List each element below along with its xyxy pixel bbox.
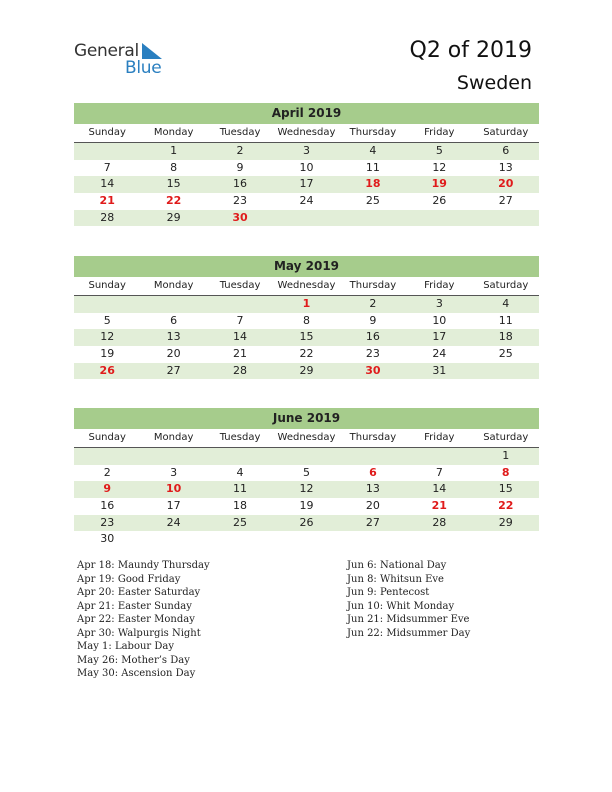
holiday-note: Jun 8: Whitsun Eve: [347, 573, 444, 585]
day-cell: [273, 448, 339, 465]
holiday-day-cell: 30: [365, 363, 381, 377]
day-cell: 28: [100, 210, 115, 224]
day-cell: 14: [100, 177, 115, 191]
weekday-label: Wednesday: [277, 127, 336, 138]
weekday-label: Monday: [153, 432, 194, 443]
day-cell: 27: [365, 515, 380, 529]
holiday-note: Apr 20: Easter Saturday: [77, 587, 201, 598]
day-cell: 17: [432, 330, 447, 344]
month-header: May 2019: [74, 256, 539, 277]
day-cell: 23: [100, 515, 115, 529]
day-cell: [406, 531, 472, 548]
holiday-note: Jun 22: Midsummer Day: [347, 627, 471, 639]
holiday-day-cell: 8: [501, 465, 510, 479]
weekday-label: Monday: [153, 280, 194, 291]
day-cell: 27: [498, 194, 513, 208]
day-cell: [273, 531, 339, 548]
weekday-label: Friday: [424, 127, 455, 138]
holiday-day-cell: 21: [431, 499, 447, 513]
day-cell: 28: [432, 515, 447, 529]
week-rows: [74, 143, 539, 226]
day-cell: 7: [435, 465, 443, 479]
weekday-header-row: [74, 124, 539, 143]
day-cell: [340, 448, 406, 465]
day-cell: 2: [236, 144, 244, 157]
day-cell: [406, 210, 472, 227]
day-cell: 17: [299, 177, 314, 191]
holiday-day-cell: 19: [431, 177, 447, 191]
day-cell: 29: [299, 363, 314, 377]
day-cell: [140, 296, 206, 313]
day-cell: 7: [103, 160, 111, 174]
day-cell: 21: [233, 347, 248, 361]
day-cell: [273, 210, 339, 227]
week-row: [74, 465, 539, 482]
holiday-note: Jun 21: Midsummer Eve: [347, 614, 470, 625]
month-april: [74, 103, 539, 226]
weekday-label: Friday: [424, 280, 455, 291]
week-row: [74, 143, 539, 160]
day-cell: [406, 448, 472, 465]
day-cell: [473, 363, 539, 380]
holiday-note: Apr 19: Good Friday: [77, 573, 181, 585]
holiday-note: Jun 9: Pentecost: [347, 587, 430, 598]
day-cell: 3: [170, 465, 178, 479]
weekday-label: Friday: [424, 432, 455, 443]
day-cell: 10: [432, 313, 447, 327]
day-cell: 20: [365, 499, 380, 513]
week-row: [74, 329, 539, 346]
day-cell: 15: [498, 482, 513, 496]
holiday-note: May 1: Labour Day: [77, 641, 174, 652]
day-cell: [207, 296, 273, 313]
flag-triangle-icon: [142, 43, 162, 59]
week-row: [74, 210, 539, 227]
day-cell: 26: [299, 515, 314, 529]
day-cell: [207, 448, 273, 465]
holiday-note: Apr 22: Easter Monday: [77, 614, 195, 625]
day-cell: 11: [365, 160, 380, 174]
day-cell: 31: [432, 363, 447, 377]
week-row: [74, 193, 539, 210]
weekday-label: Sunday: [88, 280, 126, 291]
day-cell: 20: [166, 347, 181, 361]
day-cell: 13: [498, 160, 513, 174]
day-cell: 28: [233, 363, 248, 377]
day-cell: 25: [498, 347, 513, 361]
day-cell: 2: [369, 297, 377, 310]
day-cell: 1: [170, 144, 178, 157]
day-cell: 16: [365, 330, 380, 344]
day-cell: 12: [100, 330, 115, 344]
day-cell: 18: [233, 499, 248, 513]
day-cell: 29: [166, 210, 181, 224]
day-cell: 24: [299, 194, 314, 208]
day-cell: 1: [502, 449, 510, 462]
day-cell: 17: [166, 499, 181, 513]
day-cell: 5: [103, 313, 111, 327]
holiday-day-cell: 21: [99, 194, 115, 208]
day-cell: 27: [166, 363, 181, 377]
week-rows: [74, 448, 539, 548]
day-cell: 24: [166, 515, 181, 529]
weekday-label: Tuesday: [219, 280, 261, 291]
day-cell: [140, 448, 206, 465]
holiday-day-cell: 18: [365, 177, 381, 191]
day-cell: 9: [369, 313, 377, 327]
day-cell: 5: [435, 144, 443, 157]
day-cell: 4: [502, 297, 510, 310]
holiday-day-cell: 10: [165, 482, 182, 496]
day-cell: 13: [166, 330, 181, 344]
day-cell: 12: [299, 482, 314, 496]
day-cell: 11: [498, 313, 513, 327]
day-cell: 4: [236, 465, 244, 479]
week-row: [74, 176, 539, 193]
day-cell: 4: [369, 144, 377, 157]
day-cell: 16: [100, 499, 115, 513]
weekday-label: Thursday: [349, 432, 397, 443]
day-cell: 14: [432, 482, 447, 496]
day-cell: 12: [432, 160, 447, 174]
day-cell: 18: [498, 330, 513, 344]
holiday-day-cell: 20: [498, 177, 514, 191]
day-cell: 15: [299, 330, 314, 344]
holiday-note: Apr 21: Easter Sunday: [77, 600, 192, 612]
holiday-day-cell: 22: [165, 194, 182, 208]
day-cell: 14: [233, 330, 248, 344]
holiday-note: Jun 6: National Day: [347, 560, 447, 571]
weekday-label: Wednesday: [277, 432, 336, 443]
day-cell: 15: [166, 177, 181, 191]
holiday-note: Jun 10: Whit Monday: [347, 600, 455, 612]
week-row: [74, 498, 539, 515]
day-cell: [140, 531, 206, 548]
month-header: June 2019: [74, 408, 539, 429]
month-june: [74, 408, 539, 548]
brand-word-blue: Blue: [125, 58, 162, 78]
weekday-label: Monday: [153, 127, 194, 138]
day-cell: 6: [502, 144, 510, 157]
day-cell: 5: [302, 465, 310, 479]
holiday-note: Apr 18: Maundy Thursday: [77, 560, 210, 571]
weekday-label: Saturday: [483, 432, 529, 443]
weekday-header-row: [74, 277, 539, 296]
day-cell: 22: [299, 347, 314, 361]
day-cell: [340, 210, 406, 227]
day-cell: 25: [365, 194, 380, 208]
day-cell: 9: [236, 160, 244, 174]
holiday-list-left: [77, 559, 210, 681]
day-cell: 8: [302, 313, 310, 327]
weekday-label: Thursday: [349, 280, 397, 291]
holiday-day-cell: 22: [498, 499, 514, 513]
holiday-day-cell: 6: [369, 465, 377, 479]
week-row: [74, 515, 539, 532]
day-cell: [74, 296, 140, 313]
week-row: [74, 313, 539, 330]
holiday-note: May 26: Mother’s Day: [77, 654, 190, 666]
weekday-label: Thursday: [349, 127, 397, 138]
week-row: [74, 160, 539, 177]
weekday-label: Wednesday: [277, 280, 336, 291]
week-row: [74, 363, 539, 380]
day-cell: 23: [233, 194, 248, 208]
weekday-label: Tuesday: [219, 127, 261, 138]
day-cell: 16: [233, 177, 248, 191]
day-cell: 19: [100, 347, 115, 361]
day-cell: 23: [365, 347, 380, 361]
day-cell: [473, 531, 539, 548]
day-cell: [74, 143, 140, 160]
day-cell: 6: [170, 313, 178, 327]
weekday-label: Saturday: [483, 127, 529, 138]
day-cell: 13: [365, 482, 380, 496]
day-cell: 7: [236, 313, 244, 327]
holiday-day-cell: 9: [103, 482, 112, 496]
holiday-day-cell: 1: [302, 297, 311, 310]
day-cell: 25: [233, 515, 248, 529]
day-cell: 3: [302, 144, 310, 157]
weekday-label: Saturday: [483, 280, 529, 291]
holiday-note: May 30: Ascension Day: [77, 668, 196, 679]
page-title: Q2 of 2019: [409, 38, 532, 63]
day-cell: 29: [498, 515, 513, 529]
day-cell: 10: [299, 160, 314, 174]
day-cell: [207, 531, 273, 548]
day-cell: 11: [233, 482, 248, 496]
brand-logo: [74, 41, 174, 81]
weekday-label: Sunday: [88, 432, 126, 443]
weekday-header-row: [74, 429, 539, 448]
month-may: [74, 256, 539, 379]
week-row: [74, 448, 539, 465]
day-cell: 24: [432, 347, 447, 361]
week-row: [74, 531, 539, 548]
month-header: April 2019: [74, 103, 539, 124]
brand-word-general: General: [74, 41, 139, 61]
day-cell: 3: [435, 297, 443, 310]
day-cell: 19: [299, 499, 314, 513]
country-label: Sweden: [456, 72, 532, 94]
holiday-day-cell: 30: [232, 210, 248, 224]
day-cell: 26: [432, 194, 447, 208]
week-row: [74, 481, 539, 498]
day-cell: [340, 531, 406, 548]
weekday-label: Sunday: [88, 127, 126, 138]
holiday-note: Apr 30: Walpurgis Night: [77, 627, 201, 639]
week-rows: [74, 296, 539, 379]
day-cell: [473, 210, 539, 227]
day-cell: 8: [170, 160, 178, 174]
week-row: [74, 296, 539, 313]
holiday-day-cell: 26: [99, 363, 115, 377]
week-row: [74, 346, 539, 363]
day-cell: 30: [100, 532, 115, 546]
day-cell: 2: [103, 465, 111, 479]
weekday-label: Tuesday: [219, 432, 261, 443]
day-cell: [74, 448, 140, 465]
holiday-list-right: [347, 559, 470, 640]
